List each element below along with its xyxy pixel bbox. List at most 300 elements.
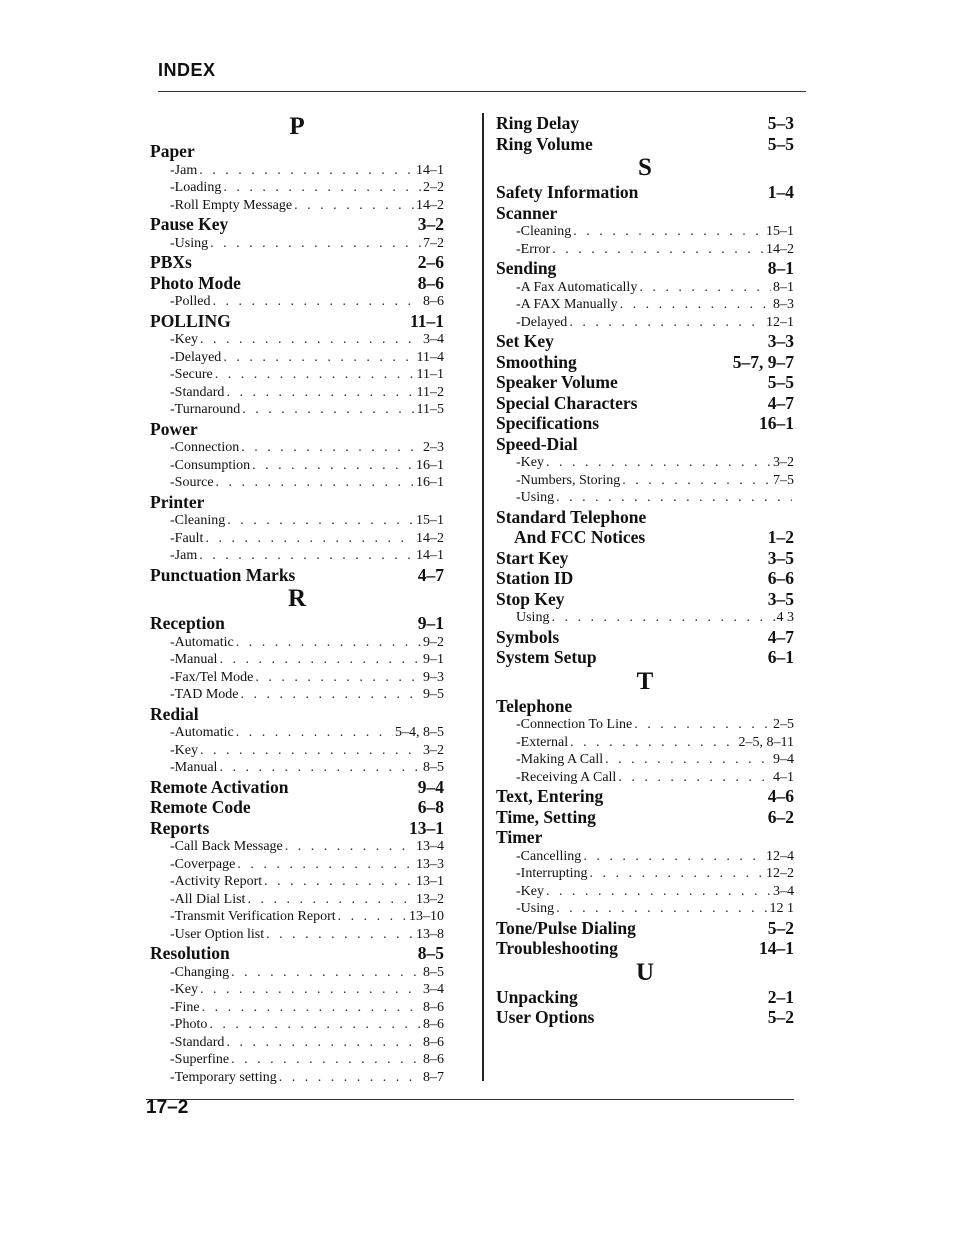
subentry-term: -Transmit Verification Report [170,909,336,924]
subentry-page: 12–2 [766,866,794,881]
dot-leader [573,223,764,241]
index-section [496,959,794,1028]
index-subentry [150,474,444,492]
header-rule [158,91,806,92]
subentry-page: 14–2 [766,241,794,257]
index-entry [150,311,444,332]
index-subentry [150,669,444,687]
subentry-page: 12–1 [766,314,794,330]
entry-page: 5–2 [767,917,794,938]
subentry-page: 8–6 [423,1052,444,1067]
subentry-page: 3–2 [423,742,444,758]
entry-term: And FCC Notices [514,527,646,547]
dot-leader [605,751,771,769]
dot-leader [569,314,764,332]
index-entry [496,918,794,939]
section-letter: R [287,585,307,612]
subentry-page: 8–1 [773,279,794,295]
index-entry [150,565,444,586]
entry-term: Safety Information [496,182,639,202]
entry-page: 1–4 [767,182,794,202]
entry-term: PBXs [150,252,192,272]
entry-page: 5–7, 9–7 [732,351,794,372]
index-entry [496,1007,794,1028]
subentry-term: -Standard [170,1034,225,1050]
subentry-term: -All Dial List [170,891,246,907]
index-subentry [150,891,444,909]
subentry-term: -Using [516,901,555,916]
index-entry [496,113,794,134]
index-entry [496,134,794,155]
subentry-page: 11–4 [416,349,444,365]
subentry-page: 14–2 [416,530,444,546]
entry-page: 4–6 [767,786,794,806]
index-subentry [150,724,444,742]
index-subentry [496,241,794,259]
subentry-page: 11–2 [416,384,444,400]
entry-term: Ring Volume [496,133,593,154]
entry-page: 4–7 [767,392,794,413]
index-subentry [496,865,794,883]
index-subentry [150,742,444,760]
index-entry [150,943,444,964]
entry-term: Start Key [496,547,569,568]
subentry-page: 3–4 [773,883,794,899]
index-subentry [150,366,444,384]
subentry-term: -Photo [170,1017,208,1032]
entry-page: 3–3 [767,331,794,351]
entry-term: Standard Telephone [496,506,647,527]
dot-leader [556,489,792,507]
entry-term: Speaker Volume [496,372,618,392]
index-subentry [150,1016,444,1034]
subentry-page: 16–1 [416,475,444,490]
entry-term: Smoothing [496,351,577,372]
index-subentry [150,873,444,891]
index-subentry [150,1051,444,1069]
dot-leader [200,331,421,349]
index-subentry [150,179,444,197]
entry-term: Stop Key [496,588,565,609]
subentry-term: -Coverpage [170,856,236,872]
subentry-page: 11–1 [416,367,444,382]
index-subentry [150,908,444,926]
index-entry [496,413,794,434]
subentry-page: 12–4 [766,848,794,864]
section-letter: T [636,667,654,695]
subentry-term: -User Option list [170,926,265,942]
entry-term: Speed-Dial [496,433,578,454]
index-subentry [150,162,444,180]
subentry-term: -Cleaning [516,224,572,239]
dot-leader [570,734,736,752]
subentry-page: 8–5 [423,760,444,775]
entry-page: 8–6 [417,272,444,293]
entry-term: Remote Code [150,797,251,817]
index-entry [496,203,794,224]
dot-leader [202,999,421,1017]
entry-page: 5–5 [767,133,794,154]
index-subentry [496,314,794,332]
entry-term: Station ID [496,568,574,588]
index-subentry [496,900,794,918]
subentry-term: -Source [170,475,214,490]
index-subentry [150,651,444,669]
entry-term: Scanner [496,202,558,223]
subentry-page: 13–10 [409,909,444,924]
subentry-page: 8–7 [423,1069,444,1085]
entry-term: Tone/Pulse Dialing [496,917,636,938]
dot-leader [236,634,421,652]
footer-rule [146,1099,794,1100]
subentry-page: 16–1 [416,457,444,473]
subentry-term: -A Fax Automatically [516,279,638,295]
subentry-page: 8–5 [423,964,444,980]
index-subentry [496,883,794,901]
dot-leader [219,759,421,777]
dot-leader [200,981,421,999]
subentry-term: -Automatic [170,634,234,650]
subentry-term: -Interrupting [516,866,588,881]
entry-term: Symbols [496,626,560,647]
subentry-term: -Cleaning [170,513,226,528]
subentry-term: -Temporary setting [170,1069,277,1085]
index-subentry [496,751,794,769]
entry-term: Paper [150,141,195,161]
subentry-term: -Jam [170,162,198,178]
index-entry [150,141,444,162]
index-subentry [150,547,444,565]
index-subentry [150,981,444,999]
subentry-term: -Changing [170,964,230,980]
dot-leader [199,162,414,180]
dot-leader [264,873,414,891]
dot-leader [556,900,767,918]
index-subentry [496,454,794,472]
subentry-page: 9–1 [423,652,444,667]
entry-term: Printer [150,491,205,512]
index-entry [496,352,794,373]
subentry-term: -A FAX Manually [516,297,618,312]
index-subentry [150,999,444,1017]
dot-leader [279,1069,421,1087]
index-entry [496,696,794,717]
subentry-term: -Manual [170,760,218,775]
dot-leader [226,1034,421,1052]
dot-leader [285,838,414,856]
index-subentry [150,926,444,944]
entry-term: Power [150,418,198,439]
dot-leader [622,472,771,490]
dot-leader [247,891,414,909]
section-letter: U [635,958,655,986]
index-entry [150,214,444,235]
subentry-page: 3–2 [773,455,794,470]
index-entry [496,527,794,548]
index-section [150,113,444,585]
subentry-page: 8–6 [423,294,444,309]
index-entry [150,797,444,818]
subentry-page: 7–5 [773,472,794,488]
subentry-page: 12 1 [769,901,794,916]
dot-leader [209,1016,421,1034]
subentry-page: 13–1 [416,874,444,889]
entry-page: 6–6 [767,568,794,588]
dot-leader [216,474,414,492]
subentry-page: 8–6 [423,1034,444,1050]
index-subentry [150,197,444,215]
subentry-term: -TAD Mode [170,687,239,702]
index-subentry [150,401,444,419]
subentry-page: 14–1 [416,548,444,563]
index-subentry [150,530,444,548]
dot-leader [252,457,414,475]
subentry-term: -Cancelling [516,848,582,864]
dot-leader [620,296,771,314]
subentry-page: 2–5, 8–11 [738,734,794,750]
dot-leader [639,279,771,297]
index-entry [496,627,794,648]
subentry-page: 2–2 [423,180,444,195]
page-number: 17–2 [146,1097,189,1118]
entry-term: Timer [496,827,543,847]
entry-page: 9–1 [417,613,444,633]
page-header-title: INDEX [158,60,216,80]
subentry-term: -Connection [170,440,240,455]
subentry-term: -Connection To Line [516,717,633,732]
index-subentry [150,331,444,349]
entry-page: 8–5 [417,943,444,963]
subentry-page: 3–4 [423,332,444,347]
index-entry [150,492,444,513]
entry-page: 6–1 [767,647,794,667]
dot-leader [241,439,421,457]
index-subentry [150,384,444,402]
entry-term: Time, Setting [496,806,596,827]
subentry-page: 15–1 [416,513,444,528]
dot-leader [227,512,414,530]
entry-term: Special Characters [496,392,638,413]
index-entry [496,568,794,589]
subentry-page: 11–5 [416,402,444,417]
entry-page: 6–8 [417,797,444,817]
subentry-term: -Numbers, Storing [516,472,621,488]
dot-leader [236,724,393,742]
section-letter: P [289,113,305,140]
index-subentry [496,716,794,734]
subentry-term: -Consumption [170,457,251,473]
subentry-term: -Secure [170,367,213,382]
section-letter: S [638,154,652,181]
subentry-term: -Superfine [170,1052,230,1067]
dot-leader [242,401,414,419]
index-subentry [496,223,794,241]
subentry-page: 4 3 [776,610,794,625]
subentry-page: 9–3 [423,669,444,685]
index-entry [150,273,444,294]
subentry-page: 9–2 [423,634,444,650]
index-entry [496,647,794,668]
subentry-page: 14–2 [416,197,444,213]
entry-term: Redial [150,703,199,724]
entry-term: Sending [496,258,557,278]
subentry-term: -Loading [170,180,222,195]
entry-term: Pause Key [150,214,229,234]
entry-term: Troubleshooting [496,938,618,958]
subentry-page: 7–2 [423,235,444,251]
subentry-page: 14–1 [416,162,444,178]
index-section [496,668,794,959]
entry-page: 1–2 [767,527,794,547]
index-section [150,585,444,1086]
index-entry [496,182,794,203]
subentry-term: -Key [516,455,544,470]
index-entry [150,252,444,273]
index-subentry [150,512,444,530]
dot-leader [199,547,414,565]
entry-term: System Setup [496,647,597,667]
dot-leader [219,651,421,669]
index-entry [496,258,794,279]
index-subentry [496,734,794,752]
subentry-term: -Fax/Tel Mode [170,669,254,685]
entry-page: 5–3 [767,113,794,133]
entry-page: 8–1 [767,258,794,278]
entry-term: User Options [496,1007,595,1027]
subentry-page: 2–3 [423,440,444,455]
index-entry [496,434,794,455]
index-entry [496,507,794,528]
subentry-page: 13–8 [416,926,444,942]
entry-term: Unpacking [496,986,578,1007]
index-entry [150,613,444,634]
index-subentry [150,235,444,253]
index-entry [150,419,444,440]
index-subentry [496,472,794,490]
index-entry [496,589,794,610]
subentry-term: -Using [170,235,209,251]
entry-term: Telephone [496,695,573,716]
subentry-term: -Fault [170,530,204,546]
subentry-page: 4–1 [773,769,794,785]
index-entry [496,827,794,848]
entry-page: 2–1 [767,986,794,1007]
entry-page: 11–1 [409,310,444,331]
index-subentry [496,279,794,297]
subentry-page: 5–4, 8–5 [395,725,444,740]
entry-page: 4–7 [767,626,794,647]
dot-leader [223,179,421,197]
subentry-term: -Roll Empty Message [170,197,293,213]
entry-page: 3–5 [767,547,794,568]
index-subentry [496,489,794,507]
dot-leader [237,856,414,874]
entry-page: 4–7 [417,564,444,585]
index-section [496,113,794,154]
subentry-term: -Key [170,332,198,347]
index-subentry [150,964,444,982]
column-divider [482,113,484,1081]
index-subentry [150,349,444,367]
entry-page: 14–1 [759,938,794,958]
index-subentry [496,848,794,866]
right-index-column [496,113,794,1028]
subentry-term: -Error [516,241,551,257]
subentry-term: -Delayed [516,314,568,330]
index-subentry [150,1034,444,1052]
subentry-term: -External [516,734,569,750]
index-subentry [150,686,444,704]
dot-leader [266,926,414,944]
dot-leader [583,848,764,866]
entry-page: 5–2 [767,1007,794,1027]
index-entry [150,704,444,725]
entry-term: Ring Delay [496,113,580,133]
subentry-term: -Manual [170,652,218,667]
index-subentry [150,457,444,475]
dot-leader [338,908,407,926]
index-entry [150,777,444,798]
index-subentry [150,1069,444,1087]
entry-page: 9–4 [417,776,444,797]
entry-term: Punctuation Marks [150,564,296,585]
index-section [496,154,794,668]
entry-term: Resolution [150,943,230,963]
subentry-term: -Standard [170,384,225,400]
subentry-page: 8–6 [423,999,444,1015]
index-subentry [496,296,794,314]
entry-page: 16–1 [759,413,794,433]
entry-term: Remote Activation [150,776,289,797]
dot-leader [546,454,771,472]
index-subentry [150,439,444,457]
subentry-term: -Automatic [170,725,234,740]
subentry-term: -Key [170,982,198,997]
index-entry [496,786,794,807]
subentry-page: 8–3 [773,297,794,312]
subentry-term: Using [516,610,550,625]
index-entry [496,548,794,569]
subentry-term: -Fine [170,999,200,1015]
subentry-term: -Using [516,490,555,505]
subentry-term: -Activity Report [170,874,263,889]
subentry-term: -Turnaround [170,402,241,417]
index-entry [496,372,794,393]
subentry-page: 2–5 [773,717,794,732]
entry-page: 13–1 [409,817,444,838]
index-entry [150,818,444,839]
entry-term: Reports [150,817,210,838]
subentry-page: 13–2 [416,891,444,907]
index-entry [496,938,794,959]
index-entry [496,393,794,414]
index-subentry [496,769,794,787]
index-subentry [496,609,794,627]
entry-term: POLLING [150,310,231,331]
subentry-term: -Jam [170,548,198,563]
dot-leader [590,865,764,883]
entry-page: 6–2 [767,806,794,827]
dot-leader [240,686,421,704]
dot-leader [210,235,421,253]
subentry-page: 3–4 [423,982,444,997]
entry-term: Photo Mode [150,272,241,293]
subentry-term: -Key [170,742,198,758]
subentry-page: 13–3 [416,856,444,872]
entry-term: Set Key [496,331,554,351]
dot-leader [546,883,771,901]
dot-leader [552,241,764,259]
